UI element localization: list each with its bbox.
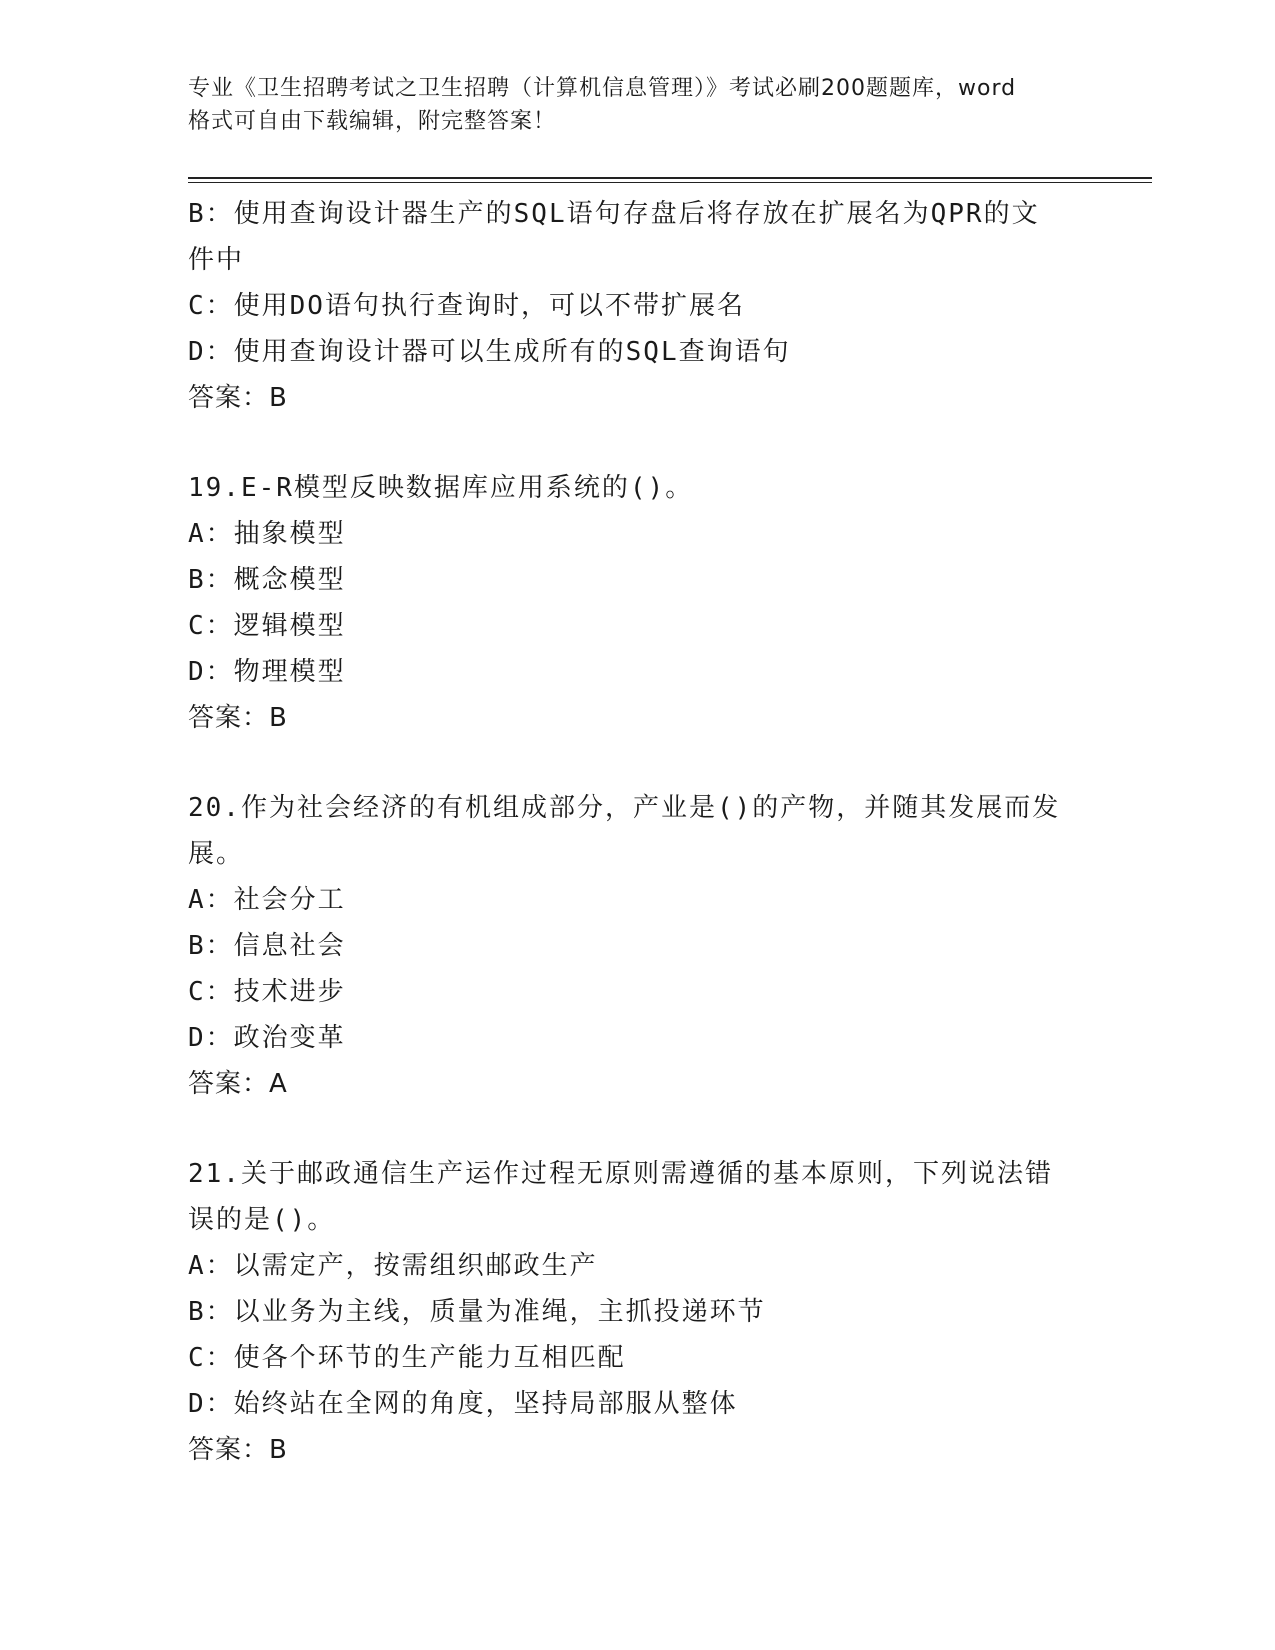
question-stem-continued: 误的是()。 xyxy=(188,1205,336,1235)
question-19 xyxy=(188,465,1088,741)
question-stem: 20.作为社会经济的有机组成部分，产业是()的产物，并随其发展而发 xyxy=(188,793,1061,823)
question-stem: 19.E-R模型反映数据库应用系统的()。 xyxy=(188,473,694,503)
answer: 答案：A xyxy=(188,1069,288,1099)
option-b: B：概念模型 xyxy=(188,565,346,595)
question-list xyxy=(188,191,1088,1473)
header-line-2: 格式可自由下载编辑，附完整答案！ xyxy=(188,109,557,134)
option-c: C：使各个环节的生产能力互相匹配 xyxy=(188,1343,626,1373)
question-18 xyxy=(188,191,1088,421)
option-d: D：物理模型 xyxy=(188,657,346,687)
option-c: C：逻辑模型 xyxy=(188,611,346,641)
option-d: D：始终站在全网的角度，坚持局部服从整体 xyxy=(188,1389,738,1419)
option-a: A：抽象模型 xyxy=(188,519,346,549)
option-c: C：使用DO语句执行查询时，可以不带扩展名 xyxy=(188,291,745,321)
question-stem-continued: 展。 xyxy=(188,839,245,869)
option-b: B：使用查询设计器生产的SQL语句存盘后将存放在扩展名为QPR的文 xyxy=(188,199,1040,229)
header-line-1: 专业《卫生招聘考试之卫生招聘（计算机信息管理）》考试必刷200题题库，word xyxy=(188,76,1017,101)
question-spacer xyxy=(188,741,1088,785)
question-20 xyxy=(188,785,1088,1107)
question-spacer xyxy=(188,1107,1088,1151)
question-21 xyxy=(188,1151,1088,1473)
option-a: A：以需定产，按需组织邮政生产 xyxy=(188,1251,598,1281)
option-d: D：使用查询设计器可以生成所有的SQL查询语句 xyxy=(188,337,791,367)
option-b-continued: 件中 xyxy=(188,245,245,275)
header-divider-thick xyxy=(188,177,1152,179)
header-divider-thin xyxy=(188,182,1152,183)
question-spacer xyxy=(188,421,1088,465)
answer: 答案：B xyxy=(188,703,288,733)
option-c: C：技术进步 xyxy=(188,977,346,1007)
document-header xyxy=(188,72,1088,138)
option-b: B：信息社会 xyxy=(188,931,346,961)
option-a: A：社会分工 xyxy=(188,885,346,915)
answer: 答案：B xyxy=(188,1435,288,1465)
option-b: B：以业务为主线，质量为准绳，主抓投递环节 xyxy=(188,1297,766,1327)
question-stem: 21.关于邮政通信生产运作过程无原则需遵循的基本原则，下列说法错 xyxy=(188,1159,1053,1189)
answer: 答案：B xyxy=(188,383,288,413)
option-d: D：政治变革 xyxy=(188,1023,346,1053)
